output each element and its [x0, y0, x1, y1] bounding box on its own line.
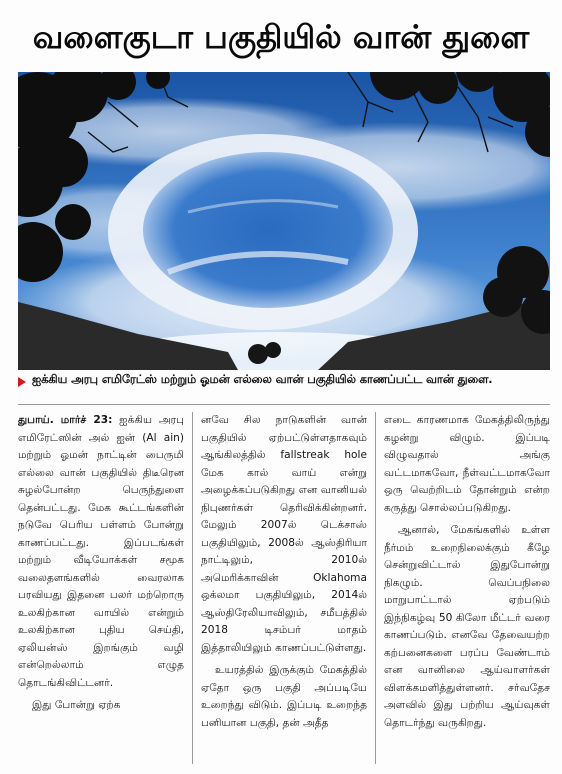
caption-text: ஐக்கிய அரபு எமிரேட்ஸ் மற்றும் ஓமன் எல்லை வான் பகுதியில் காணப்பட்ட வான் துளை. [32, 373, 493, 386]
article-text: ஐக்கிய அரபு எமிரேட்ஸின் அல் ஐன் (Al ain) மற்றும் ஓமன் நாட்டின் பைருமி எல்லை வான் பகுதியில் திடீரென சுழல்போன்ற பெருந்துளை தென்பட்டது. மேக கூட்டங்களின் நடுவே பெரிய பள்ளம் போன்று காணப்பட்டது. இப்படங்கள் மற்றும் வீடியோக்கள் சமூக வலைதளங்களில் வைரலாக பரவியது இதனை பலர் மற்றொரு உலகிற்கான வாயில் என்றும் உலகிற்கான புதிய செய்தி, ஏலியன்ஸ் இறங்கும் வழி என்றெல்லாம் எழுத தொடங்கிவிட்டனர். [18, 414, 184, 689]
article-paragraph: எடை காரணமாக மேகத்திலிருந்து கழன்று விழும். இப்படி விழுவதால் அங்கு வட்டமாகவோ, நீள்வட்டமாகவோ ஒரு வெற்றிடம் தோன்றும் என்ற கருத்து சொல்லப்படுகிறது. [384, 414, 550, 514]
headline: வளைகுடா பகுதியில் வான் துளை [32, 18, 530, 56]
dateline: துபாய். மார்ச் 23: [18, 414, 113, 426]
column-divider [375, 412, 376, 764]
article-column-1 [18, 412, 184, 770]
article-column-2 [201, 412, 367, 770]
photo-caption [18, 372, 550, 405]
article-paragraph [18, 412, 184, 692]
column-divider [192, 412, 193, 764]
article-body [18, 412, 550, 770]
article-paragraph: னவே சில நாடுகளின் வான் பகுதியில் ஏற்பட்டுள்ளதாகவும் ஆங்கிலத்தில் fallstreak hole மேக கால் வாய் என்று அழைக்கப்படுகிறது என வானியல் நிபுணர்கள் தெரிவிக்கின்றனர். மேலும் 2007ல் டெக்சாஸ் பகுதியிலும், 2008ல் ஆஸ்திரியா நாட்டிலும், 2010ல் அமெரிக்காவின் Oklahoma ஒக்லமா பகுதியிலும், 2014ல் ஆஸ்திரேலியாவிலும், சமீபத்தில் 2018 டிசம்பர் மாதம் இத்தாலியிலும் காணப்பட்டுள்ளது. [201, 414, 367, 654]
article-paragraph: ஆனால், மேகங்களில் உள்ள நீர்மம் உறைநிலைக்கும் கீழே சென்றுவிட்டால் இதுபோன்று நிகழும். வெப்பநிலை மாறுபாட்டால் ஏற்படும் இந்நிகழ்வு 50 கிலோ மீட்டர் வரை காணப்படும். எனவே தேவையற்ற கற்பனைகளை பரப்ப வேண்டாம் என வானிலை ஆய்வாளர்கள் விளக்கமளித்துள்ளனர். சர்வதேச அளவில் இது பற்றிய ஆய்வுகள் தொடர்ந்து வருகிறது. [384, 524, 550, 729]
red-triangle-icon [18, 377, 26, 387]
article-column-3 [384, 412, 550, 770]
article-paragraph: உயரத்தில் இருக்கும் மேகத்தில் ஏதோ ஒரு பகுதி அப்படியே உறைந்து விடும். இப்படி உறைந்த பனியான பகுதி, தன் அதீத [201, 664, 367, 729]
photo-illustration [18, 72, 550, 370]
article-paragraph: இது போன்று ஏற்க [32, 699, 121, 711]
sky-hole-photo [18, 72, 550, 370]
